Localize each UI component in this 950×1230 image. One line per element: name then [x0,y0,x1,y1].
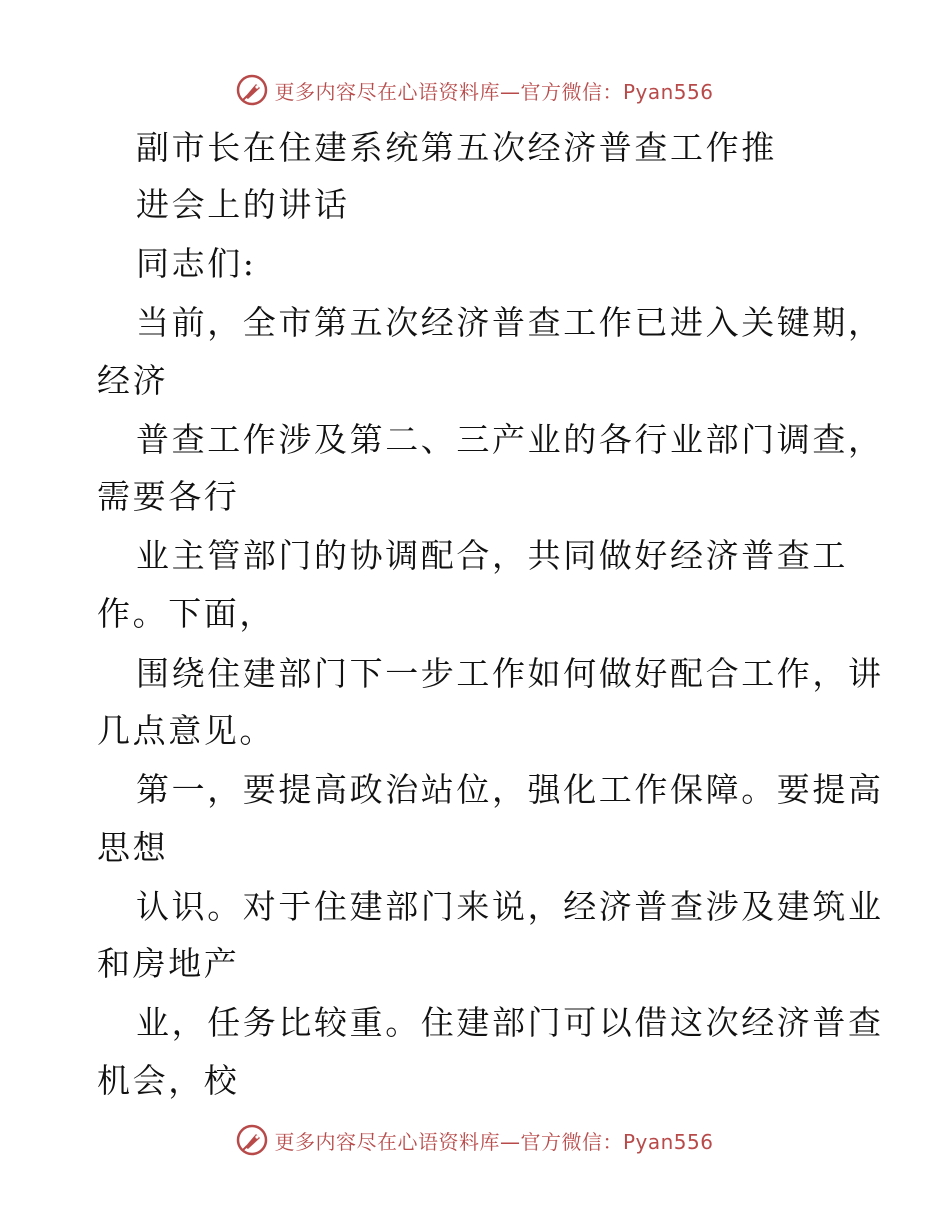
header-watermark [0,70,950,110]
watermark-text: 更多内容尽在心语资料库—官方微信：Pyan556 [274,1129,714,1154]
footer-watermark [0,1120,950,1160]
text-line: 机会，校 [97,1061,240,1100]
watermark-text: 更多内容尽在心语资料库—官方微信：Pyan556 [274,79,714,104]
text-line: 认识。对于住建部门来说，经济普查涉及建筑业 [136,887,884,926]
text-line: 第一，要提高政治站位，强化工作保障。要提高 [136,770,884,809]
text-line: 几点意见。 [97,711,275,750]
title-line-2: 进会上的讲话 [136,185,350,224]
text-line: 业主管部门的协调配合，共同做好经济普查工 [136,536,848,575]
text-line: 作。下面， [97,594,275,633]
title-line-1: 副市长在住建系统第五次经济普查工作推 [136,128,777,167]
salutation: 同志们: [136,244,257,283]
text-line: 思想 [97,828,169,867]
text-line: 当前，全市第五次经济普查工作已进入关键期， [136,303,884,342]
pen-nib-logo-icon [236,1124,268,1156]
text-line: 业，任务比较重。住建部门可以借这次经济普查 [136,1003,884,1042]
pen-nib-logo-icon [236,74,268,106]
text-line: 需要各行 [97,477,240,516]
text-line: 普查工作涉及第二、三产业的各行业部门调查， [136,420,884,459]
text-line: 和房地产 [97,944,240,983]
text-line: 围绕住建部门下一步工作如何做好配合工作，讲 [136,654,884,693]
text-line: 经济 [97,361,169,400]
